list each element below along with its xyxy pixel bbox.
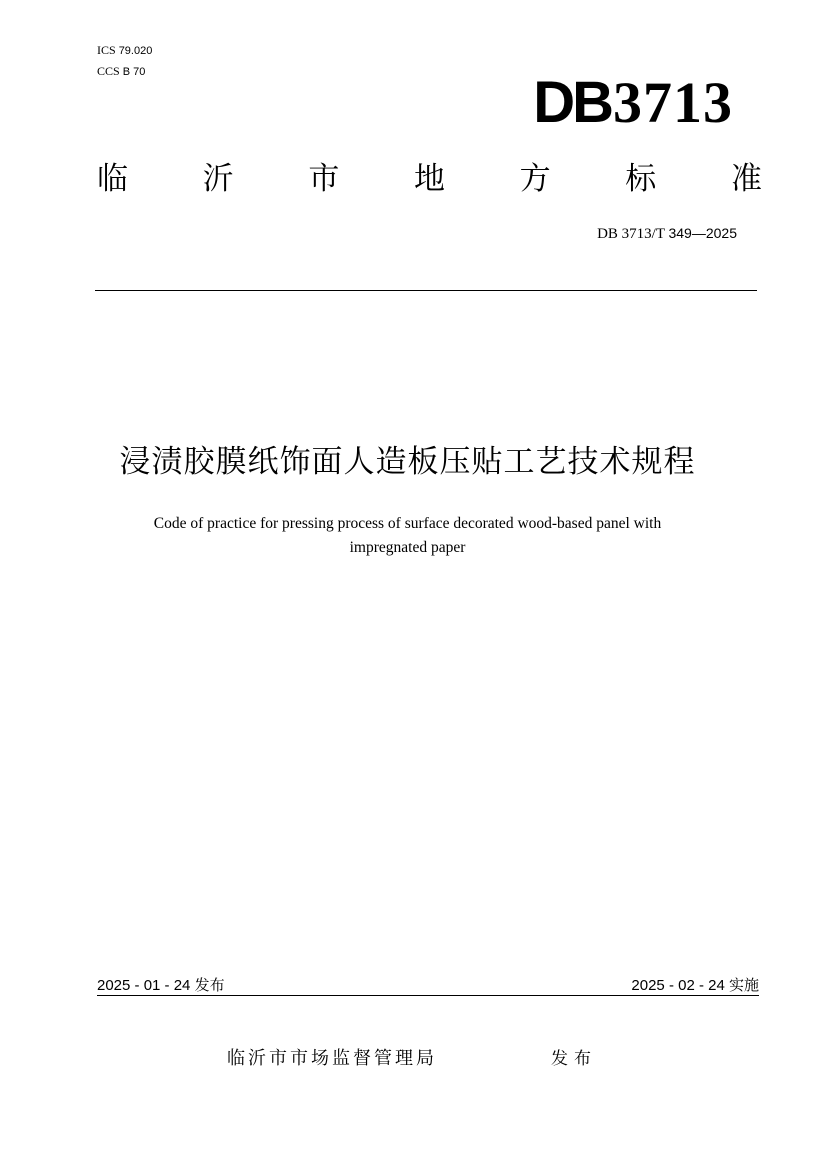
issue-date — [97, 975, 225, 996]
ccs-code — [97, 64, 145, 79]
document-title-en — [80, 512, 735, 560]
ccs-value: B 70 — [122, 66, 146, 78]
standard-type-char: 准 — [730, 161, 762, 197]
standard-number-value: 349—2025 — [668, 225, 737, 241]
db-region-number: 3713 — [613, 70, 733, 135]
ics-value: 79.020 — [118, 45, 153, 57]
issuing-authority: 临沂市市场监督管理局 — [227, 1048, 437, 1069]
document-title-zh: 浸渍胶膜纸饰面人造板压贴工艺技术规程 — [119, 444, 696, 480]
db-standard-mark — [533, 68, 733, 138]
issue-date-value: 2025 - 01 - 24 — [97, 977, 191, 994]
implementation-date-suffix: 实施 — [728, 976, 759, 994]
standard-type-char: 地 — [413, 161, 445, 197]
bottom-divider — [97, 995, 759, 996]
issue-date-suffix: 发布 — [194, 976, 225, 994]
standard-type-heading — [97, 158, 762, 200]
document-title-en-line: Code of practice for pressing process of surface decorated wood-based panel with — [153, 515, 662, 532]
db-prefix: DB — [533, 70, 611, 135]
standard-type-char: 沂 — [202, 161, 234, 197]
standard-type-char: 标 — [625, 161, 657, 197]
ccs-label: CCS — [97, 64, 120, 78]
standard-type-char: 方 — [519, 161, 551, 197]
implementation-date — [631, 975, 759, 996]
standard-type-char: 临 — [97, 161, 128, 197]
standard-type-char: 市 — [308, 161, 340, 197]
issued-label: 发布 — [551, 1049, 597, 1069]
implementation-date-value: 2025 - 02 - 24 — [631, 977, 725, 994]
top-divider — [95, 290, 757, 291]
standard-number — [597, 224, 737, 243]
standard-number-prefix: DB 3713/T — [597, 226, 665, 242]
ics-label: ICS — [97, 43, 116, 57]
ics-code — [97, 43, 152, 58]
document-title-en-line: impregnated paper — [349, 539, 466, 556]
